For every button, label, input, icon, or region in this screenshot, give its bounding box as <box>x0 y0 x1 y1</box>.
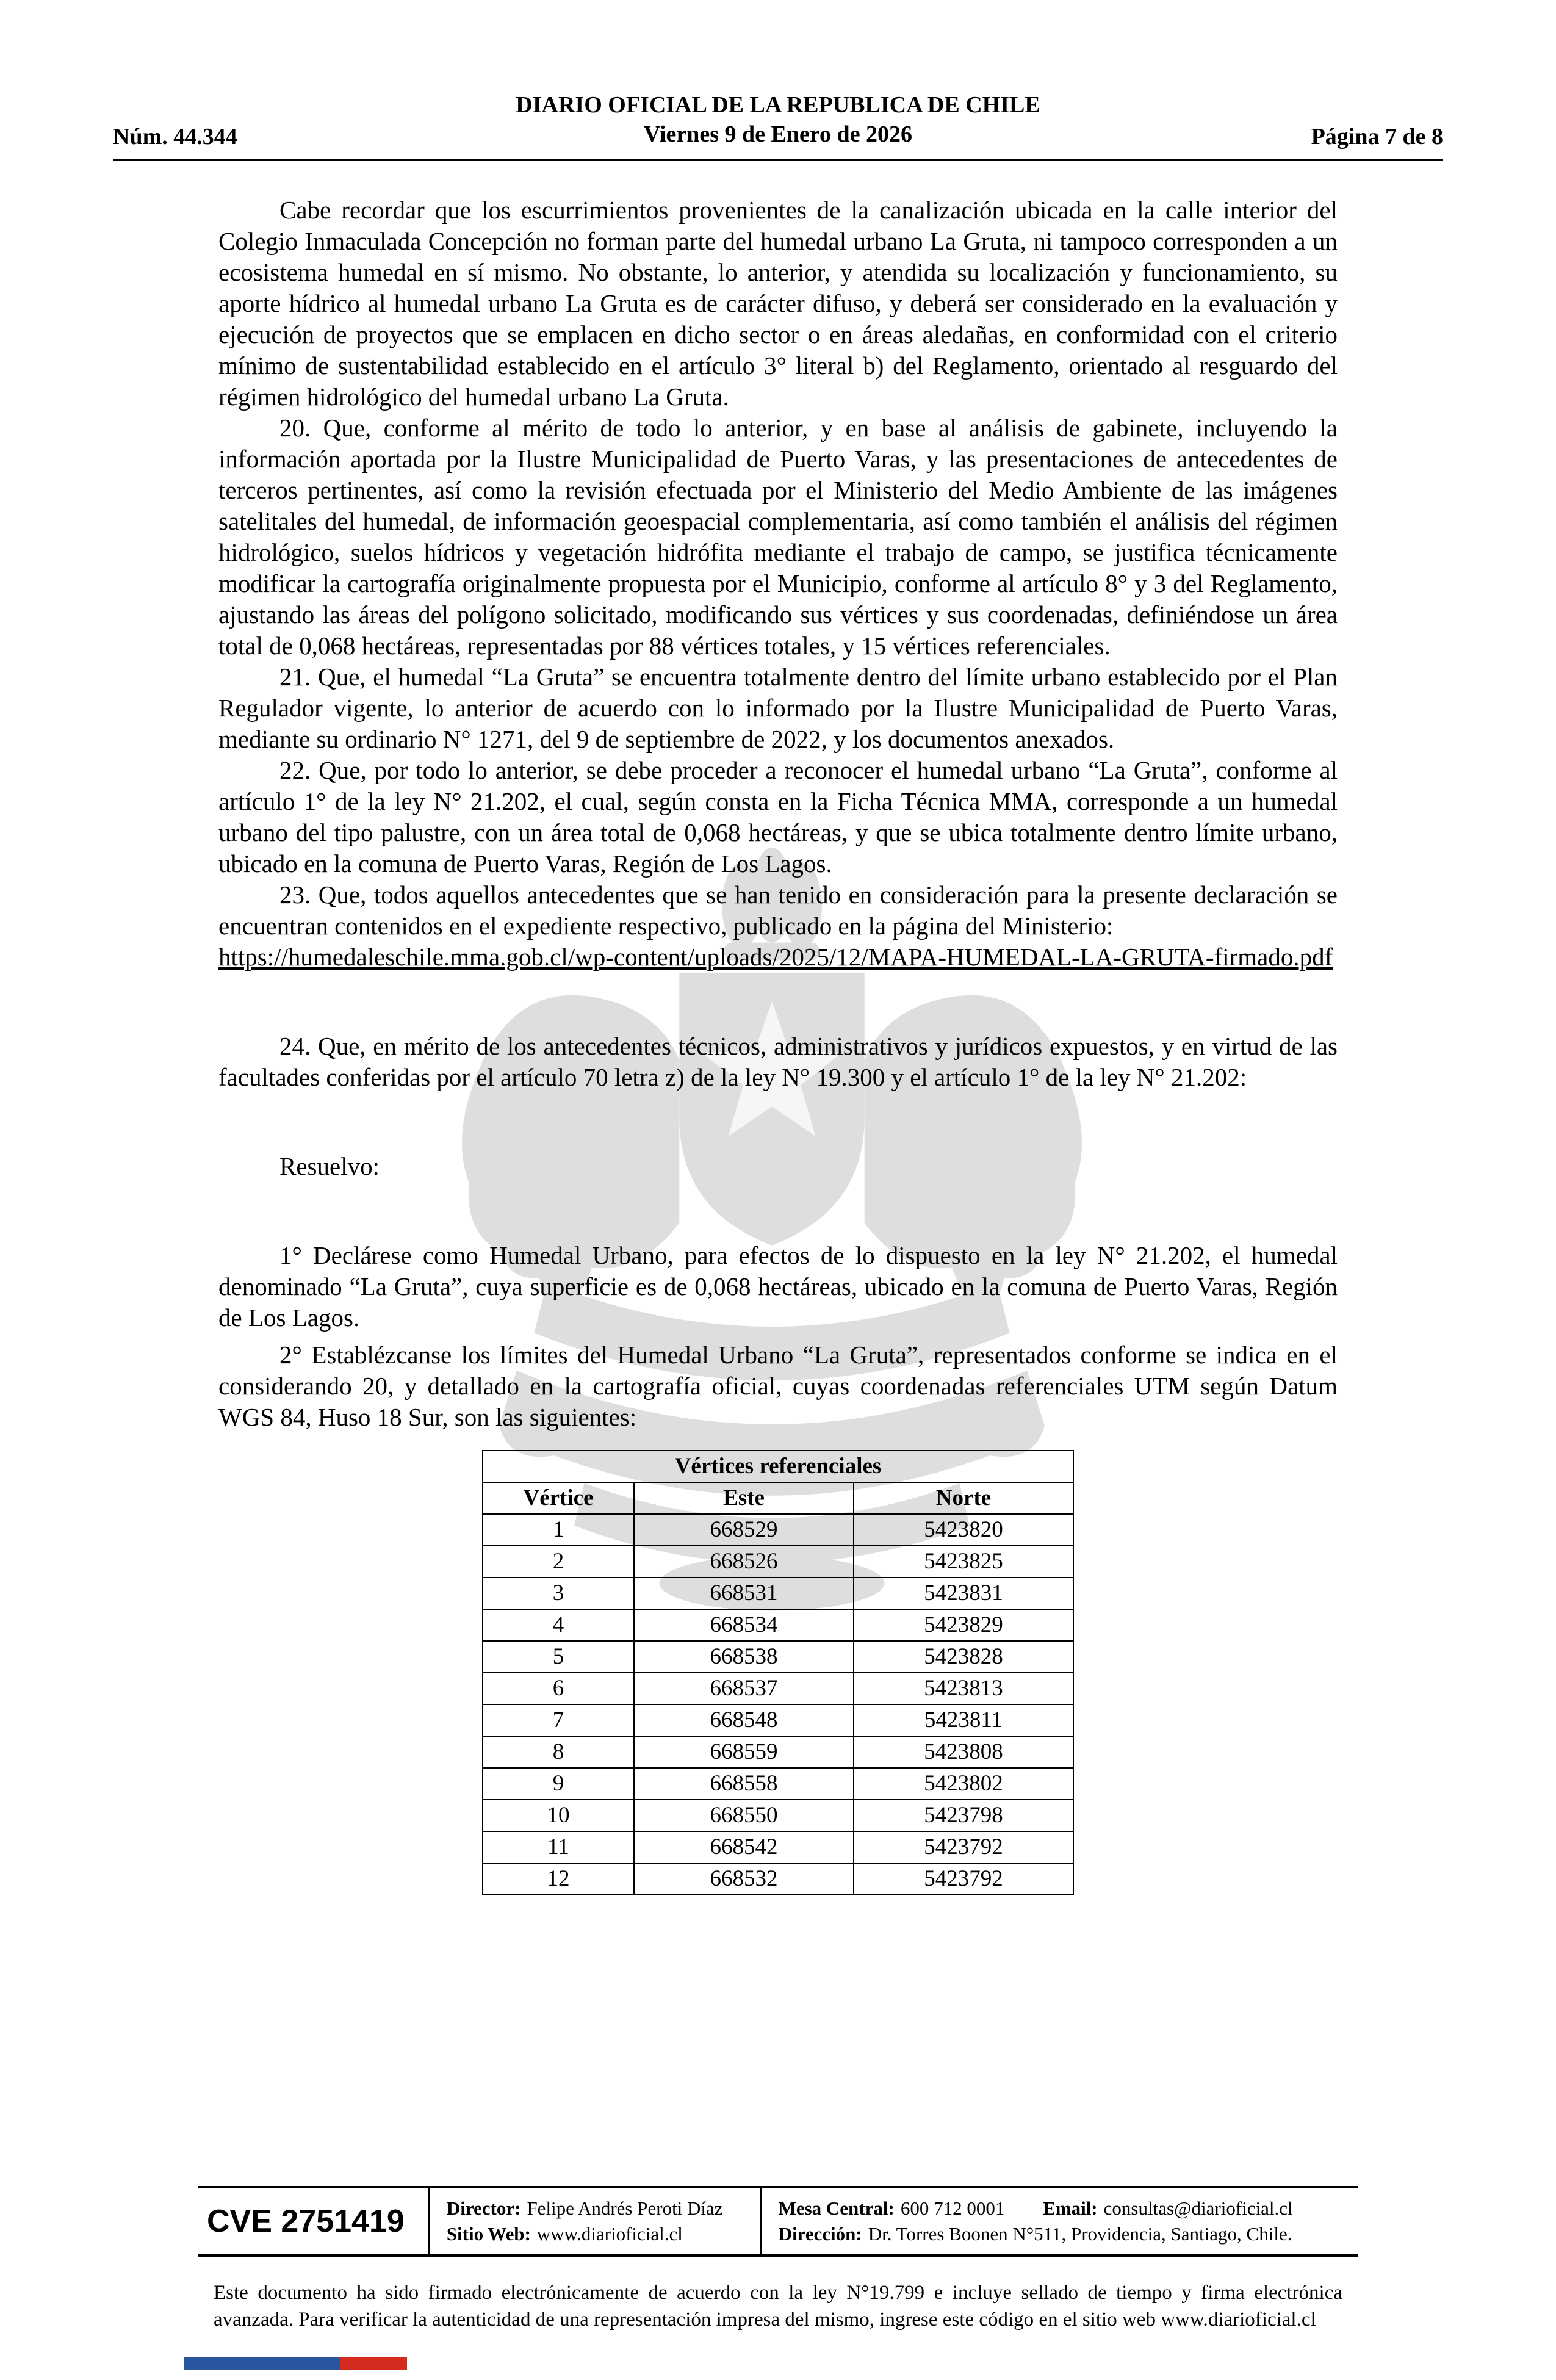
table-cell: 5423829 <box>854 1609 1073 1641</box>
sitio-label: Sitio Web: <box>446 2223 531 2245</box>
email-pair <box>1043 2198 1293 2219</box>
flag-bar-blue-segment <box>184 2357 340 2370</box>
flag-bar <box>184 2357 407 2370</box>
column-header-norte: Norte <box>854 1482 1073 1514</box>
table-cell: 668559 <box>634 1736 854 1768</box>
table-cell: 5423792 <box>854 1863 1073 1895</box>
paragraph-21: 21. Que, el humedal “La Gruta” se encuentra totalmente dentro del límite urbano establecido por el Plan Regulador vigente, lo anterior de acuerdo con lo informado por la Ilustre Municipalidad de Puerto Varas, mediante su ordinario N° 1271, del 9 de septiembre de 2022, y los documentos anexados. <box>218 663 1338 753</box>
table-cell: 668548 <box>634 1704 854 1736</box>
table-cell: 5 <box>483 1641 634 1673</box>
table-cell: 668537 <box>634 1673 854 1704</box>
table-row <box>483 1800 1073 1831</box>
table-row <box>483 1514 1073 1546</box>
table-row <box>483 1673 1073 1704</box>
table-cell: 5423802 <box>854 1768 1073 1800</box>
director-label: Director: <box>446 2198 521 2219</box>
table-cell: 668531 <box>634 1578 854 1609</box>
table-cell: 4 <box>483 1609 634 1641</box>
table-cell: 5423808 <box>854 1736 1073 1768</box>
column-header-este: Este <box>634 1482 854 1514</box>
gazette-date: Viernes 9 de Enero de 2026 <box>643 121 913 147</box>
table-title: Vértices referenciales <box>483 1451 1073 1482</box>
table-row <box>483 1641 1073 1673</box>
table-title-row <box>483 1451 1073 1482</box>
table-cell: 668538 <box>634 1641 854 1673</box>
resuelvo-heading: Resuelvo: <box>279 1152 380 1180</box>
table-cell: 668529 <box>634 1514 854 1546</box>
cve-code: CVE 2751419 <box>207 2204 405 2239</box>
table-cell: 668550 <box>634 1800 854 1831</box>
mesa-label: Mesa Central: <box>778 2198 895 2219</box>
paragraph-24: 24. Que, en mérito de los antecedentes técnicos, administrativos y jurídicos expuestos, y en virtud de las facultades conferidas por el artículo 70 letra z) de la ley N° 19.300 y el artículo 1° de la ley N° 21.202: <box>218 1032 1338 1091</box>
table-cell: 668526 <box>634 1546 854 1578</box>
table-row <box>483 1736 1073 1768</box>
table-cell: 5423813 <box>854 1673 1073 1704</box>
resolution-point-1: 1° Declárese como Humedal Urbano, para efectos de lo dispuesto en la ley N° 21.202, el humedal denominado “La Gruta”, cuya superficie es de 0,068 hectáreas, ubicado en la comuna de Puerto Varas, Región de Los Lagos. <box>218 1241 1338 1332</box>
paragraph-22: 22. Que, por todo lo anterior, se debe proceder a reconocer el humedal urbano “La Gruta”, conforme al artículo 1° de la ley N° 21.202, el cual, según consta en la Ficha Técnica MMA, corresponde a un humedal urbano del tipo palustre, con un área total de 0,068 hectáreas, y que se ubica totalmente dentro límite urbano, ubicado en la comuna de Puerto Varas, Región de Los Lagos. <box>218 756 1338 878</box>
expediente-link[interactable]: https://humedaleschile.mma.gob.cl/wp-content/uploads/2025/12/MAPA-HUMEDAL-LA-GRUTA-firmado.pdf <box>218 943 1333 971</box>
table-cell: 10 <box>483 1800 634 1831</box>
table-row <box>483 1546 1073 1578</box>
signature-notice: Este documento ha sido firmado electrónicamente de acuerdo con la ley N°19.799 e incluye sellado de tiempo y firma electrónica avanzada. Para verificar la autenticidad de una representación impresa del mismo, ingrese este código en el sitio web www.diarioficial.cl <box>214 2282 1342 2331</box>
table-cell: 5423825 <box>854 1546 1073 1578</box>
table-cell: 12 <box>483 1863 634 1895</box>
table-cell: 5423798 <box>854 1800 1073 1831</box>
document-body <box>218 195 1338 1895</box>
direccion-line <box>779 2221 1293 2247</box>
sitio-value: www.diarioficial.cl <box>536 2223 683 2245</box>
table-cell: 3 <box>483 1578 634 1609</box>
table-cell: 668542 <box>634 1831 854 1863</box>
table-cell: 668534 <box>634 1609 854 1641</box>
expediente-link-block <box>218 942 1338 973</box>
resolution-point-2: 2° Establézcanse los límites del Humedal Urbano “La Gruta”, representados conforme se indica en el considerando 20, y detallado en la cartografía oficial, cuyas coordenadas referenciales UTM según Datum WGS 84, Huso 18 Sur, son las siguientes: <box>218 1341 1338 1431</box>
header-rule <box>113 159 1443 161</box>
table-row <box>483 1831 1073 1863</box>
page-header <box>0 0 1556 161</box>
paragraph-23: 23. Que, todos aquellos antecedentes que se han tenido en consideración para la presente declaración se encuentran contenidos en el expediente respectivo, publicado en la página del Ministerio: <box>218 881 1338 940</box>
table-cell: 5423828 <box>854 1641 1073 1673</box>
contact-block <box>760 2188 1293 2254</box>
table-row <box>483 1578 1073 1609</box>
mesa-value: 600 712 0001 <box>900 2198 1005 2219</box>
director-name: Felipe Andrés Peroti Díaz <box>527 2198 723 2219</box>
table-row <box>483 1704 1073 1736</box>
director-block <box>428 2188 723 2254</box>
table-row <box>483 1609 1073 1641</box>
table-cell: 2 <box>483 1546 634 1578</box>
table-row <box>483 1863 1073 1895</box>
direccion-value: Dr. Torres Boonen N°511, Providencia, Santiago, Chile. <box>868 2223 1292 2245</box>
paragraph-20: 20. Que, conforme al mérito de todo lo anterior, y en base al análisis de gabinete, incluyendo la información aportada por la Ilustre Municipalidad de Puerto Varas, y las presentaciones de antecedentes de terceros pertinentes, así como la revisión efectuada por el Ministerio del Medio Ambiente de las imágenes satelitales del humedal, de información geoespacial complementaria, así como también el análisis del régimen hidrológico, suelos hídricos y vegetación hidrófita mediante el trabajo de campo, se justifica técnicamente modificar la cartografía originalmente propuesta por el Municipio, conforme al artículo 8° y 3 del Reglamento, ajustando las áreas del polígono solicitado, modificando sus vértices y sus coordenadas, definiéndose un área total de 0,068 hectáreas, representadas por 88 vértices totales, y 15 vértices referenciales. <box>218 414 1338 660</box>
flag-bar-red-segment <box>340 2357 407 2370</box>
table-cell: 11 <box>483 1831 634 1863</box>
director-line <box>447 2196 723 2221</box>
paragraph-intro: Cabe recordar que los escurrimientos provenientes de la canalización ubicada en la calle interior del Colegio Inmaculada Concepción no forman parte del humedal urbano La Gruta, ni tampoco corresponden a un ecosistema humedal en sí mismo. No obstante, lo anterior, y atendida su localización y funcionamiento, su aporte hídrico al humedal urbano La Gruta es de carácter difuso, y deberá ser considerado en la evaluación y ejecución de proyectos que se emplacen en dicho sector o en áreas aledañas, en conformidad con el criterio mínimo de sustentabilidad establecido en el artículo 3° literal b) del Reglamento, orientado al resguardo del régimen hidrológico del humedal urbano La Gruta. <box>218 196 1338 411</box>
footer-band <box>198 2186 1358 2257</box>
mesa-email-line <box>779 2196 1293 2221</box>
page-indicator: Página 7 de 8 <box>1311 124 1443 150</box>
vertices-table-body <box>483 1514 1073 1895</box>
table-cell: 5423792 <box>854 1831 1073 1863</box>
table-cell: 668532 <box>634 1863 854 1895</box>
table-cell: 6 <box>483 1673 634 1704</box>
table-cell: 5423831 <box>854 1578 1073 1609</box>
table-cell: 7 <box>483 1704 634 1736</box>
mesa-pair <box>779 2198 1005 2219</box>
sitio-line <box>447 2221 723 2247</box>
gazette-title: DIARIO OFICIAL DE LA REPUBLICA DE CHILE <box>516 92 1040 118</box>
table-cell: 5423811 <box>854 1704 1073 1736</box>
column-header-vertice: Vértice <box>483 1482 634 1514</box>
email-label: Email: <box>1043 2198 1098 2219</box>
table-header-row <box>483 1482 1073 1514</box>
table-cell: 668558 <box>634 1768 854 1800</box>
table-row <box>483 1768 1073 1800</box>
direccion-label: Dirección: <box>778 2223 862 2245</box>
table-cell: 5423820 <box>854 1514 1073 1546</box>
table-cell: 8 <box>483 1736 634 1768</box>
vertices-table <box>482 1450 1074 1895</box>
email-value: consultas@diarioficial.cl <box>1103 2198 1293 2219</box>
table-cell: 9 <box>483 1768 634 1800</box>
table-cell: 1 <box>483 1514 634 1546</box>
issue-number: Núm. 44.344 <box>113 124 237 150</box>
